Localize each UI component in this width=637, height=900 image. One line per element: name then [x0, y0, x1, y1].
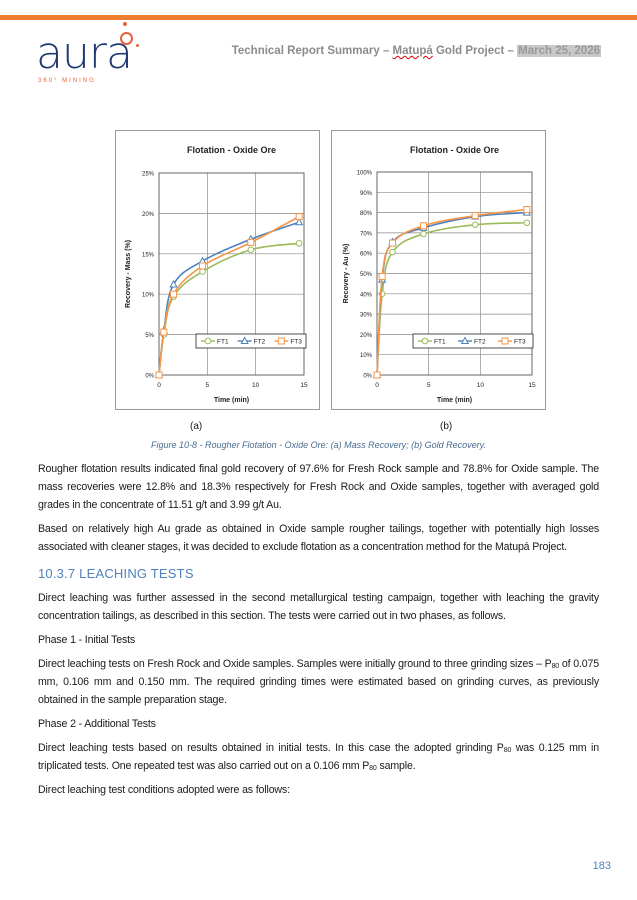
- legend-marker-ft1: [205, 338, 211, 344]
- x-axis-label: Time (min): [213, 397, 250, 404]
- series-line-ft3: [377, 210, 527, 375]
- paragraph: Direct leaching was further assessed in the second metallurgical testing campaign, together with leaching the gravity concentration tailings, as described in this section. The tests were carried out in two phases, as follows.: [38, 592, 599, 622]
- x-tick-label: 15: [528, 382, 536, 389]
- figure-caption: Figure 10-8 - Rougher Flotation - Oxide Ore: (a) Mass Recovery; (b) Gold Recovery.: [151, 440, 486, 450]
- x-tick-label: 15: [300, 382, 308, 389]
- paragraph: Rougher flotation results indicated final gold recovery of 97.6% for Fresh Rock sample and 78.8% for Oxide sample. The mass recoveries were 12.8% and 18.3% respectively for Fresh Rock and Oxide samples, together with averaged gold grades in the concentrate of 11.51 g/t and 3.99 g/t Au.: [38, 463, 599, 511]
- subfigure-label-a: (a): [190, 421, 203, 432]
- header-prefix: Technical Report Summary –: [231, 45, 393, 57]
- chart-svg: [332, 131, 545, 409]
- y-tick-label: 60%: [359, 251, 372, 258]
- y-tick-label: 100%: [356, 170, 372, 177]
- x-axis-label: Time (min): [436, 397, 473, 404]
- y-tick-label: 0%: [145, 373, 154, 380]
- body-text: [38, 460, 599, 805]
- header-date: March 25, 2026: [518, 45, 600, 57]
- phase-2-label: Phase 2 - Additional Tests: [38, 718, 156, 730]
- data-point-ft3: [472, 213, 478, 219]
- y-axis-label: Recovery - Mass (%): [125, 239, 132, 309]
- y-tick-label: 80%: [359, 211, 372, 218]
- series-line-ft3: [159, 217, 299, 375]
- data-point-ft3: [171, 291, 177, 297]
- legend-marker-ft3: [278, 338, 284, 344]
- y-tick-label: 25%: [141, 171, 154, 178]
- data-point-ft1: [421, 231, 427, 237]
- y-tick-label: 90%: [359, 190, 372, 197]
- data-point-ft3: [421, 223, 427, 229]
- legend-label-ft3: FT3: [514, 338, 526, 346]
- header-middle: Gold Project –: [432, 45, 518, 57]
- x-tick-label: 10: [252, 382, 260, 389]
- chart-svg: [116, 131, 319, 409]
- y-tick-label: 20%: [359, 332, 372, 339]
- report-header-title: [232, 45, 601, 57]
- section-heading: 10.3.7 LEACHING TESTS: [38, 566, 194, 581]
- logo-dot: [123, 22, 127, 26]
- subscript: 80: [551, 663, 560, 670]
- y-tick-label: 0%: [363, 373, 372, 380]
- y-tick-label: 70%: [359, 231, 372, 238]
- logo-tagline: 360° MINING: [38, 78, 96, 84]
- x-tick-label: 10: [476, 382, 484, 389]
- phase-1-label: Phase 1 - Initial Tests: [38, 634, 136, 646]
- legend-marker-ft3: [502, 338, 508, 344]
- y-tick-label: 40%: [359, 292, 372, 299]
- x-tick-label: 5: [426, 382, 431, 389]
- data-point-ft1: [524, 220, 530, 226]
- data-point-ft1: [472, 222, 478, 228]
- x-tick-label: 5: [205, 382, 210, 389]
- chart-mass-recovery: [115, 130, 320, 410]
- chart-gold-recovery: [331, 130, 546, 410]
- data-point-ft3: [248, 239, 254, 245]
- chart-title: Flotation - Oxide Ore: [186, 145, 277, 155]
- data-point-ft1: [296, 240, 302, 246]
- text: Direct leaching tests on Fresh Rock and Oxide samples. Samples were initially ground to three grinding sizes – P: [38, 658, 552, 670]
- subfigure-label-b: (b): [440, 421, 453, 432]
- y-tick-label: 10%: [359, 353, 372, 360]
- y-tick-label: 15%: [141, 252, 154, 259]
- y-tick-label: 50%: [359, 272, 372, 278]
- subscript: 80: [503, 747, 512, 754]
- paragraph: [38, 655, 599, 709]
- series-line-ft1: [159, 243, 299, 375]
- x-tick-label: 0: [157, 382, 161, 389]
- text: of 0.075 mm, 0.106 mm and 0.150 mm. The required grinding times were estimated based on grinding curves, as previously obtained in the sample preparation stage.: [38, 658, 599, 706]
- legend-label-ft3: FT3: [290, 338, 302, 346]
- text: Direct leaching tests based on results obtained in initial tests. In this case the adopted grinding P: [38, 742, 504, 754]
- paragraph: [38, 739, 599, 775]
- y-axis-label: Recovery - Au (%): [343, 243, 350, 304]
- data-point-ft3: [156, 372, 162, 378]
- data-point-ft3: [374, 372, 380, 378]
- data-point-ft3: [200, 263, 206, 269]
- text: sample.: [376, 760, 416, 772]
- data-point-ft1: [200, 269, 206, 275]
- legend-label-ft1: FT1: [217, 338, 229, 346]
- logo-dot: [136, 44, 139, 47]
- legend-label-ft1: FT1: [434, 338, 446, 346]
- data-point-ft3: [161, 329, 167, 335]
- legend-label-ft2: FT2: [474, 338, 486, 346]
- chart-title: Flotation - Oxide Ore: [409, 145, 500, 155]
- header-project: Matupá: [392, 45, 433, 57]
- data-point-ft1: [248, 247, 254, 253]
- logo-wordmark: aura: [36, 28, 132, 79]
- series-line-ft1: [377, 223, 527, 375]
- text: was 0.125 mm in triplicated tests. One repeated test was also carried out on a 0.106 mm P: [38, 742, 599, 772]
- x-tick-label: 0: [375, 382, 379, 389]
- page-number: 183: [592, 860, 611, 872]
- legend-label-ft2: FT2: [253, 338, 266, 346]
- y-tick-label: 10%: [141, 292, 154, 299]
- paragraph: Based on relatively high Au grade as obtained in Oxide sample rougher tailings, together with potentially high losses associated with cleaner stages, it was decided to exclude flotation as a concentration method for the Matupá Project.: [38, 523, 599, 553]
- data-point-ft3: [296, 214, 302, 220]
- data-point-ft1: [390, 249, 396, 255]
- data-point-ft3: [524, 207, 530, 213]
- y-tick-label: 30%: [359, 312, 372, 319]
- data-point-ft3: [390, 240, 396, 246]
- y-tick-label: 20%: [141, 211, 154, 218]
- data-point-ft3: [379, 274, 385, 280]
- subscript: 80: [369, 765, 377, 772]
- y-tick-label: 5%: [145, 333, 154, 340]
- paragraph: Direct leaching test conditions adopted were as follows:: [38, 784, 290, 796]
- legend-marker-ft1: [422, 338, 428, 344]
- aura-logo: [36, 20, 146, 86]
